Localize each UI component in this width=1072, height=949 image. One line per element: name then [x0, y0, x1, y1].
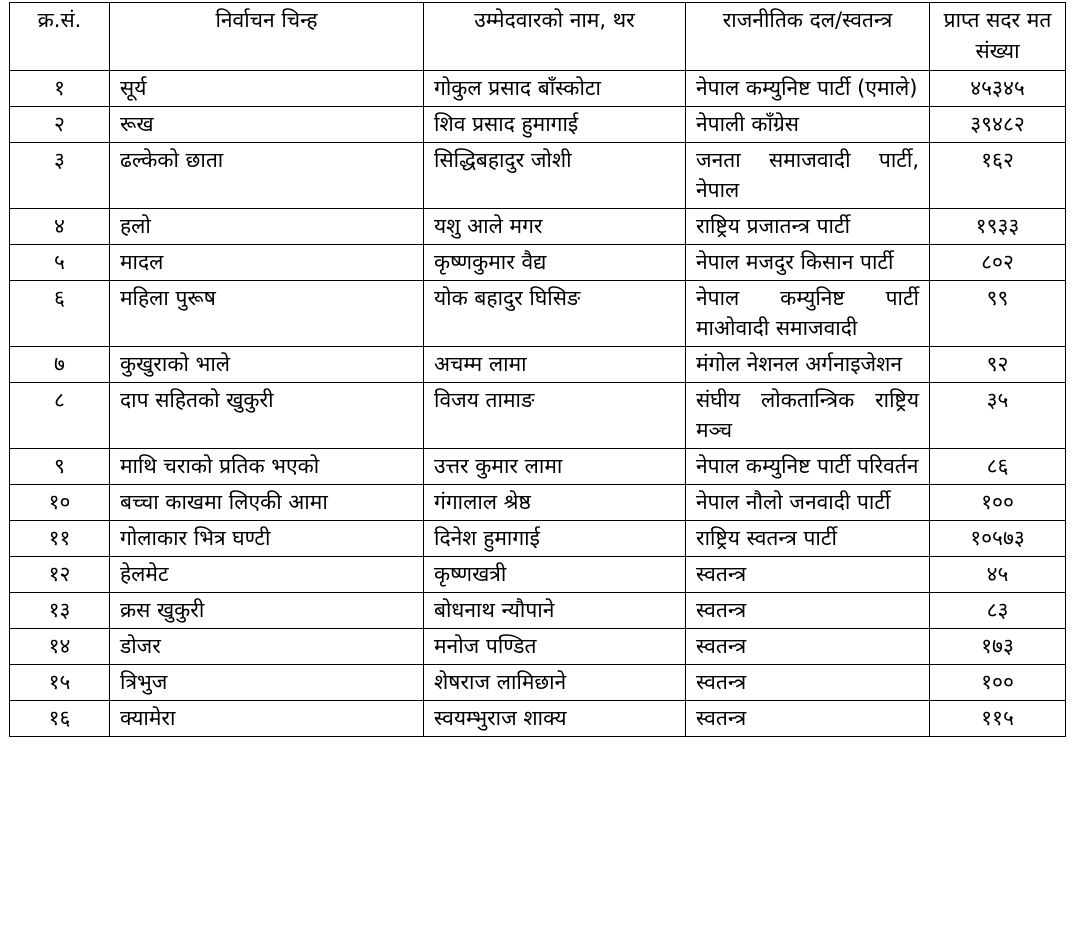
serial-number-cell: १५ [10, 665, 110, 701]
election-symbol-cell: डोजर [110, 629, 424, 665]
party-cell: स्वतन्त्र [686, 701, 930, 737]
party-cell: मंगोल नेशनल अर्गनाइजेशन [686, 347, 930, 383]
votes-cell: ३९४८२ [930, 107, 1066, 143]
candidate-name-cell: बोधनाथ न्यौपाने [424, 593, 686, 629]
serial-number-cell: २ [10, 107, 110, 143]
election-results-table [9, 2, 1066, 737]
candidate-name-cell: गोकुल प्रसाद बाँस्कोटा [424, 71, 686, 107]
votes-cell: ४५ [930, 557, 1066, 593]
votes-cell: ३५ [930, 383, 1066, 449]
election-symbol-cell: बच्चा काखमा लिएकी आमा [110, 485, 424, 521]
table-row [10, 107, 1066, 143]
candidate-name-cell: योक बहादुर घिसिङ [424, 281, 686, 347]
table-row [10, 593, 1066, 629]
serial-number-cell: ३ [10, 143, 110, 209]
party-cell: संघीय लोकतान्त्रिक राष्ट्रिय मञ्च [686, 383, 930, 449]
candidate-name-cell: विजय तामाङ [424, 383, 686, 449]
header-party: राजनीतिक दल/स्वतन्त्र [686, 3, 930, 71]
header-serial-number: क्र.सं. [10, 3, 110, 71]
serial-number-cell: ७ [10, 347, 110, 383]
votes-cell: ११५ [930, 701, 1066, 737]
election-symbol-cell: सूर्य [110, 71, 424, 107]
serial-number-cell: ८ [10, 383, 110, 449]
election-symbol-cell: क्यामेरा [110, 701, 424, 737]
candidate-name-cell: दिनेश हुमागाई [424, 521, 686, 557]
party-cell: नेपाल नौलो जनवादी पार्टी [686, 485, 930, 521]
serial-number-cell: १३ [10, 593, 110, 629]
table-row [10, 245, 1066, 281]
table-row [10, 143, 1066, 209]
election-symbol-cell: माथि चराको प्रतिक भएको [110, 449, 424, 485]
candidate-name-cell: शेषराज लामिछाने [424, 665, 686, 701]
table-row [10, 485, 1066, 521]
party-cell: स्वतन्त्र [686, 629, 930, 665]
election-symbol-cell: दाप सहितको खुकुरी [110, 383, 424, 449]
candidate-name-cell: कृष्णकुमार वैद्य [424, 245, 686, 281]
serial-number-cell: १६ [10, 701, 110, 737]
table-row [10, 209, 1066, 245]
votes-cell: ८०२ [930, 245, 1066, 281]
serial-number-cell: ११ [10, 521, 110, 557]
header-candidate-name: उम्मेदवारको नाम, थर [424, 3, 686, 71]
serial-number-cell: १२ [10, 557, 110, 593]
party-cell: नेपाली काँग्रेस [686, 107, 930, 143]
election-symbol-cell: महिला पुरूष [110, 281, 424, 347]
candidate-name-cell: सिद्धिबहादुर जोशी [424, 143, 686, 209]
votes-cell: १७३ [930, 629, 1066, 665]
candidate-name-cell: गंगालाल श्रेष्ठ [424, 485, 686, 521]
votes-cell: ८३ [930, 593, 1066, 629]
election-symbol-cell: रूख [110, 107, 424, 143]
election-symbol-cell: मादल [110, 245, 424, 281]
table-row [10, 383, 1066, 449]
candidate-name-cell: अचम्म लामा [424, 347, 686, 383]
party-cell: स्वतन्त्र [686, 557, 930, 593]
votes-cell: ८६ [930, 449, 1066, 485]
votes-cell: १०५७३ [930, 521, 1066, 557]
election-symbol-cell: क्रस खुकुरी [110, 593, 424, 629]
table-row [10, 71, 1066, 107]
election-symbol-cell: कुखुराको भाले [110, 347, 424, 383]
party-cell: राष्ट्रिय प्रजातन्त्र पार्टी [686, 209, 930, 245]
votes-cell: १६२ [930, 143, 1066, 209]
votes-cell: १०० [930, 665, 1066, 701]
election-symbol-cell: गोलाकार भित्र घण्टी [110, 521, 424, 557]
serial-number-cell: १४ [10, 629, 110, 665]
election-symbol-cell: हेलमेट [110, 557, 424, 593]
votes-cell: ९२ [930, 347, 1066, 383]
serial-number-cell: ५ [10, 245, 110, 281]
candidate-name-cell: यशु आले मगर [424, 209, 686, 245]
serial-number-cell: ९ [10, 449, 110, 485]
table-row [10, 449, 1066, 485]
header-election-symbol: निर्वाचन चिन्ह [110, 3, 424, 71]
table-row [10, 665, 1066, 701]
party-cell: जनता समाजवादी पार्टी, नेपाल [686, 143, 930, 209]
table-row [10, 521, 1066, 557]
serial-number-cell: १ [10, 71, 110, 107]
table-row [10, 347, 1066, 383]
election-symbol-cell: हलो [110, 209, 424, 245]
candidate-name-cell: उत्तर कुमार लामा [424, 449, 686, 485]
header-row [10, 3, 1066, 71]
candidate-name-cell: शिव प्रसाद हुमागाई [424, 107, 686, 143]
serial-number-cell: ६ [10, 281, 110, 347]
party-cell: नेपाल मजदुर किसान पार्टी [686, 245, 930, 281]
candidate-name-cell: कृष्णखत्री [424, 557, 686, 593]
party-cell: नेपाल कम्युनिष्ट पार्टी परिवर्तन [686, 449, 930, 485]
serial-number-cell: ४ [10, 209, 110, 245]
votes-cell: ४५३४५ [930, 71, 1066, 107]
table-row [10, 701, 1066, 737]
party-cell: नेपाल कम्युनिष्ट पार्टी माओवादी समाजवादी [686, 281, 930, 347]
table-body [10, 71, 1066, 737]
party-cell: स्वतन्त्र [686, 593, 930, 629]
header-votes: प्राप्त सदर मत संख्या [930, 3, 1066, 71]
serial-number-cell: १० [10, 485, 110, 521]
party-cell: नेपाल कम्युनिष्ट पार्टी (एमाले) [686, 71, 930, 107]
candidate-name-cell: मनोज पण्डित [424, 629, 686, 665]
table-row [10, 281, 1066, 347]
candidate-name-cell: स्वयम्भुराज शाक्य [424, 701, 686, 737]
election-symbol-cell: ढल्केको छाता [110, 143, 424, 209]
table-row [10, 629, 1066, 665]
table-row [10, 557, 1066, 593]
party-cell: स्वतन्त्र [686, 665, 930, 701]
votes-cell: १९३३ [930, 209, 1066, 245]
votes-cell: ९९ [930, 281, 1066, 347]
party-cell: राष्ट्रिय स्वतन्त्र पार्टी [686, 521, 930, 557]
votes-cell: १०० [930, 485, 1066, 521]
election-symbol-cell: त्रिभुज [110, 665, 424, 701]
